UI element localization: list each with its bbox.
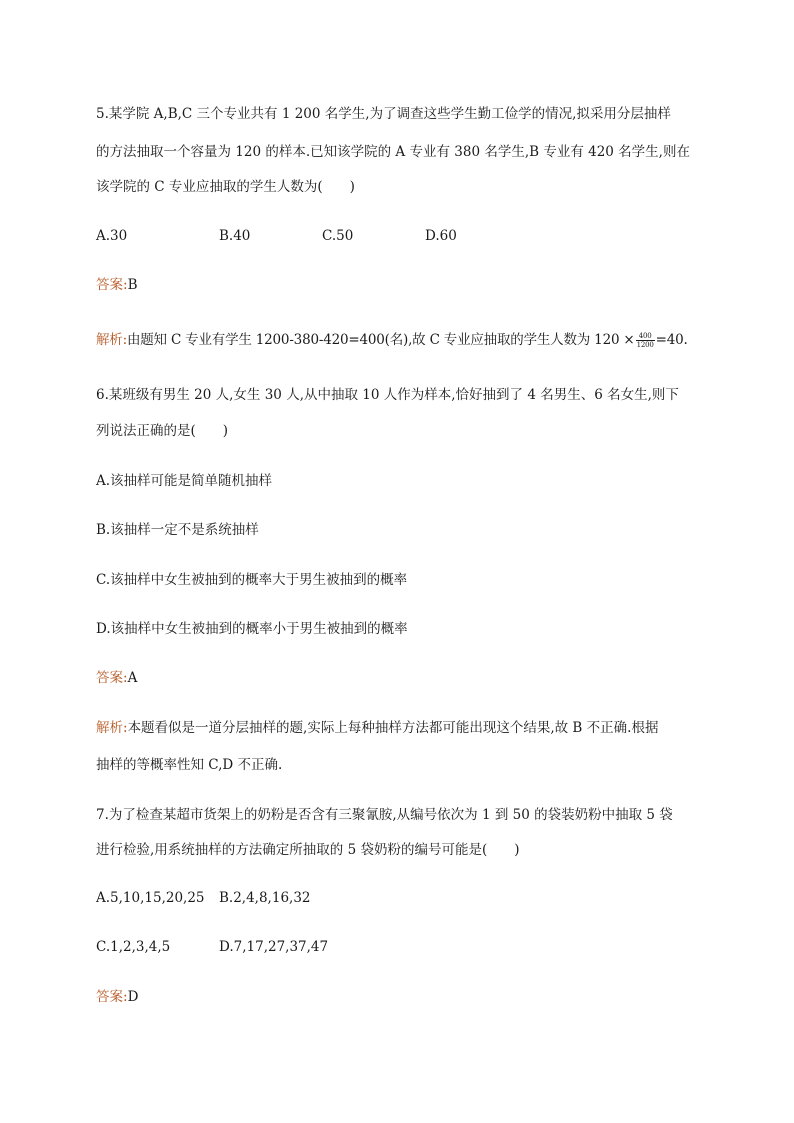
fraction [636,332,655,349]
q5-stem-line-1: 5.某学院 A,B,C 三个专业共有 1 200 名学生,为了调查这些学生勤工俭学的情况,拟采用分层抽样 [96,106,671,122]
fraction-denominator: 1200 [636,341,654,349]
answer-value: B [127,277,138,293]
q5-option-b: B.40 [219,228,251,244]
q6-option-a: A.该抽样可能是简单随机抽样 [96,473,273,489]
q5-stem-line-3: 该学院的 C 专业应抽取的学生人数为( ) [96,179,355,195]
answer-label: 答案: [96,277,128,293]
q6-analysis-line-2: 抽样的等概率性知 C,D 不正确. [96,757,283,773]
q6-option-b: B.该抽样一定不是系统抽样 [96,522,259,538]
answer-value: D [127,989,139,1005]
q5-option-d: D.60 [425,228,457,244]
q6-answer [96,668,137,688]
analysis-text: 本题看似是一道分层抽样的题,实际上每种抽样方法都可能出现这个结果,故 B 不正确.根据 [127,720,659,736]
q6-analysis-line-1 [96,718,658,738]
q7-stem-line-2: 进行检验,用系统抽样的方法确定所抽取的 5 袋奶粉的编号可能是( ) [96,842,520,858]
q6-stem-line-1: 6.某班级有男生 20 人,女生 30 人,从中抽取 10 人作为样本,恰好抽到了 4 名男生、6 名女生,则下 [96,387,679,403]
fraction-numerator: 400 [636,332,655,341]
analysis-result: =40. [655,332,688,348]
q7-stem-line-1: 7.为了检查某超市货架上的奶粉是否含有三聚氰胺,从编号依次为 1 到 50 的袋装奶粉中抽取 5 袋 [96,807,673,823]
analysis-label: 解析: [96,332,127,348]
q5-stem-line-2: 的方法抽取一个容量为 120 的样本.已知该学院的 A 专业有 380 名学生,B 专业有 420 名学生,则在 [96,144,690,160]
q7-option-a: A.5,10,15,20,25 [96,890,205,906]
q6-option-d: D.该抽样中女生被抽到的概率小于男生被抽到的概率 [96,621,408,637]
q6-option-c: C.该抽样中女生被抽到的概率大于男生被抽到的概率 [96,572,408,588]
analysis-text: 由题知 C 专业有学生 1200-380-420=400(名),故 C 专业应抽取的学生人数为 120 × [126,332,635,348]
q5-option-c: C.50 [322,228,354,244]
answer-label: 答案: [96,989,128,1005]
q5-option-a: A.30 [96,228,128,244]
q7-option-b: B.2,4,8,16,32 [219,890,311,906]
answer-label: 答案: [96,670,128,686]
q6-stem-line-2: 列说法正确的是( ) [96,423,229,439]
q5-answer [96,275,137,295]
q5-analysis [96,330,688,350]
q7-option-d: D.7,17,27,37,47 [219,939,329,955]
answer-value: A [127,670,138,686]
analysis-label: 解析: [96,720,128,736]
q7-option-c: C.1,2,3,4,5 [96,939,171,955]
q7-answer [96,987,138,1007]
